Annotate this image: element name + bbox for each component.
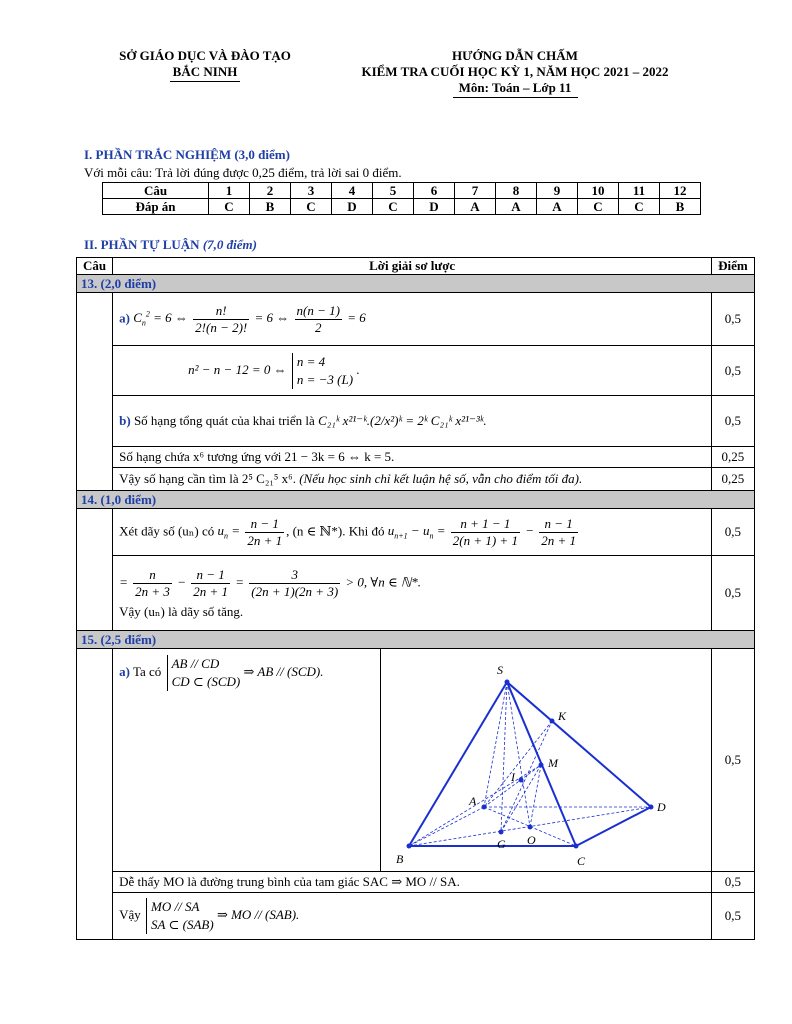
label-C: C xyxy=(577,854,586,868)
q15-a-system xyxy=(167,655,241,691)
answer-key-question-11: 11 xyxy=(619,183,660,199)
point-S xyxy=(505,680,510,685)
q15-a-sys1: AB // CD xyxy=(171,656,220,671)
q13-title-row xyxy=(77,275,755,293)
answer-key-question-2: 2 xyxy=(250,183,291,199)
q14-r2-points: 0,5 xyxy=(712,556,755,631)
answer-key-label-question: Câu xyxy=(103,183,209,199)
q15-a-text: Ta có xyxy=(132,663,162,679)
col-solution: Lời giải sơ lược xyxy=(113,258,712,275)
answer-key-table xyxy=(102,182,701,215)
q15-r2-content: Dễ thấy MO là đường trung bình của tam giác SAC ⇒ MO // SA. xyxy=(113,872,712,893)
q14-r1-text2: , (n ∈ ℕ*). Khi đó xyxy=(286,522,385,538)
q13-row-4 xyxy=(77,447,755,468)
q15-row-3 xyxy=(77,893,755,940)
answer-key-question-8: 8 xyxy=(496,183,537,199)
label-A: A xyxy=(469,794,477,808)
answer-key-question-row xyxy=(103,183,701,199)
point-M xyxy=(539,763,544,768)
answer-key-answer-3: C xyxy=(291,199,332,215)
solution-table xyxy=(76,257,755,940)
answer-key-answer-10: C xyxy=(578,199,619,215)
province-name: BẮC NINH xyxy=(172,64,238,79)
q14-row-2 xyxy=(77,556,755,631)
q14-question-cell xyxy=(77,509,113,631)
q13-r5-content xyxy=(113,468,712,491)
line-GK xyxy=(501,721,552,832)
point-A xyxy=(482,805,487,810)
q15-a-sys2: CD ⊂ (SCD) xyxy=(171,674,241,689)
q13-a2-content: n² − n − 12 = 0 ⇔ n = 4 n = −3 (L) . xyxy=(113,346,712,396)
q13-a-content xyxy=(113,293,712,346)
point-K xyxy=(550,719,555,724)
answer-key-answer-5: C xyxy=(373,199,414,215)
q15-question-cell xyxy=(77,649,113,940)
answer-key-answer-2: B xyxy=(250,199,291,215)
q15-r3-sys2: SA ⊂ (SAB) xyxy=(151,917,214,932)
q15-r2-points: 0,5 xyxy=(712,872,755,893)
header-left-underline xyxy=(170,81,240,82)
line-GM xyxy=(501,765,541,832)
answer-key-answer-8: A xyxy=(496,199,537,215)
point-B xyxy=(407,844,412,849)
part1-title: I. PHẦN TRẮC NGHIỆM (3,0 điểm) xyxy=(84,147,290,162)
q13-row-5 xyxy=(77,468,755,491)
q13-b-label: b) xyxy=(119,413,131,428)
answer-key-answer-9: A xyxy=(537,199,578,215)
q13-b-content xyxy=(113,396,712,447)
answer-key-question-12: 12 xyxy=(660,183,701,199)
answer-key-answer-12: B xyxy=(660,199,701,215)
exam-title: KIỂM TRA CUỐI HỌC KỲ 1, NĂM HỌC 2021 – 2022 xyxy=(361,64,669,79)
q13-a2-case2: n = −3 (L) xyxy=(296,371,354,387)
q13-a2-equation: n² − n − 12 = 0 ⇔ xyxy=(188,361,287,377)
header-left xyxy=(90,48,320,82)
q13-r4-points: 0,25 xyxy=(712,447,755,468)
label-B: B xyxy=(396,852,404,866)
col-question: Câu xyxy=(77,258,113,275)
q15-row-2 xyxy=(77,872,755,893)
label-M: M xyxy=(548,756,559,770)
q13-question-cell xyxy=(77,293,113,491)
label-D: D xyxy=(657,800,666,814)
point-D xyxy=(649,805,654,810)
q15-a-text-block xyxy=(119,649,381,871)
label-I: I xyxy=(511,770,516,784)
q14-title-row xyxy=(77,491,755,509)
q13-r5-text: Vậy số hạng cần tìm là 2⁵ C₂₁⁵ x⁶. xyxy=(119,471,296,486)
answer-key-question-4: 4 xyxy=(332,183,373,199)
q14-r1-content xyxy=(113,509,712,556)
q14-r2-content xyxy=(113,556,712,631)
q15-a-content xyxy=(113,649,712,872)
q13-a2-cases xyxy=(292,353,353,389)
q13-r5-points: 0,25 xyxy=(712,468,755,491)
subject-title: Môn: Toán – Lớp 11 xyxy=(458,80,572,95)
q13-r4-content: Số hạng chứa x⁶ tương ứng với 21 − 3k = 6 ⇔ k = 5. xyxy=(113,447,712,468)
edge-SB xyxy=(409,682,507,846)
q14-title: 14. (1,0 điểm) xyxy=(77,491,755,509)
answer-key-question-1: 1 xyxy=(209,183,250,199)
q14-r2-tail: > 0, ∀n ∈ ℕ*. xyxy=(345,573,422,589)
answer-key-question-9: 9 xyxy=(537,183,578,199)
answer-key-question-5: 5 xyxy=(373,183,414,199)
answer-key-question-7: 7 xyxy=(455,183,496,199)
answer-key-answer-4: D xyxy=(332,199,373,215)
q13-row-b xyxy=(77,396,755,447)
solution-header-row xyxy=(77,258,755,275)
answer-key-question-10: 10 xyxy=(578,183,619,199)
q15-r3-text: Vậy xyxy=(119,906,141,922)
point-G xyxy=(499,830,504,835)
q15-r3-sys1: MO // SA xyxy=(151,899,200,914)
answer-key-answer-11: C xyxy=(619,199,660,215)
header-right-underline xyxy=(453,97,578,98)
answer-key-answer-6: D xyxy=(414,199,455,215)
answer-key-answer-1: C xyxy=(209,199,250,215)
q13-b-text: Số hạng tổng quát của khai triển là xyxy=(133,413,315,428)
pyramid-figure xyxy=(381,649,711,871)
q14-r1-text1: Xét dãy số (uₙ) có xyxy=(119,522,215,538)
q13-a-label: a) xyxy=(119,309,130,325)
q15-r3-points: 0,5 xyxy=(712,893,755,940)
point-C xyxy=(574,844,579,849)
line-SO xyxy=(507,682,530,827)
answer-key-answer-7: A xyxy=(455,199,496,215)
edge-SD xyxy=(507,682,651,807)
q13-b-points: 0,5 xyxy=(712,396,755,447)
label-O: O xyxy=(527,833,536,847)
part2-title xyxy=(84,237,257,253)
q15-r3-result: ⇒ MO // (SAB). xyxy=(216,906,300,922)
answer-key-question-3: 3 xyxy=(291,183,332,199)
q15-r3-content xyxy=(113,893,712,940)
q13-r5-note: (Nếu học sinh chỉ kết luận hệ số, vẫn cho điểm tối đa). xyxy=(299,471,583,486)
part1-note: Với mỗi câu: Trả lời đúng được 0,25 điểm, trả lời sai 0 điểm. xyxy=(84,165,402,180)
part2-title-main: II. PHẦN TỰ LUẬN xyxy=(84,237,200,252)
q13-row-a xyxy=(77,293,755,346)
q15-a-points: 0,5 xyxy=(712,649,755,872)
q13-a2-points: 0,5 xyxy=(712,346,755,396)
q13-a2-case1: n = 4 xyxy=(296,353,326,369)
q15-title: 15. (2,5 điểm) xyxy=(77,631,755,649)
doc-title: HƯỚNG DẪN CHẤM xyxy=(452,48,578,63)
q15-row-a xyxy=(77,649,755,872)
part2-title-points: (7,0 điểm) xyxy=(202,237,257,252)
q13-title: 13. (2,0 điểm) xyxy=(77,275,755,293)
q13-b-formula: C₂₁ᵏ x²¹⁻ᵏ.(2/x²)ᵏ = 2ᵏ C₂₁ᵏ x²¹⁻³ᵏ. xyxy=(318,413,487,428)
header-right xyxy=(325,48,705,98)
q13-row-a2 xyxy=(77,346,755,396)
q14-r2-formula: = $\frac{n}{2n + 3}$ − $\frac{n - 1}{2n + 1}$ = $\frac{3}{(2n + 1)(2n + 3)}$ > 0, ∀n ∈ ℕ*. xyxy=(119,566,422,599)
q15-a-label: a) xyxy=(119,663,130,679)
q15-title-row xyxy=(77,631,755,649)
point-I xyxy=(519,778,524,783)
label-K: K xyxy=(558,709,567,723)
q15-r3-system xyxy=(146,898,214,934)
q14-r1-un: $u_n$ = $\frac{n - 1}{2n + 1}$ xyxy=(217,515,283,548)
label-S: S xyxy=(497,663,504,677)
line-SG xyxy=(501,682,507,832)
point-O xyxy=(528,825,533,830)
q14-r1-points: 0,5 xyxy=(712,509,755,556)
answer-key-answer-row xyxy=(103,199,701,215)
col-points: Điểm xyxy=(712,258,755,275)
q14-row-1 xyxy=(77,509,755,556)
answer-key-question-6: 6 xyxy=(414,183,455,199)
q14-r2-conclusion: Vậy (uₙ) là dãy số tăng. xyxy=(119,603,244,619)
answer-key-label-answer: Đáp án xyxy=(103,199,209,215)
department-name: SỞ GIÁO DỤC VÀ ĐÀO TẠO xyxy=(119,48,291,63)
q14-r1-diff: $u_{n+1} - u_n$ = $\frac{n + 1 - 1}{2(n + 1) + 1}$ − $\frac{n - 1}{2n + 1}$ xyxy=(387,515,576,548)
label-G: G xyxy=(497,837,506,851)
q13-a-points: 0,5 xyxy=(712,293,755,346)
pyramid-figure-svg xyxy=(381,649,711,871)
q15-a-result: ⇒ AB // (SCD). xyxy=(243,663,324,679)
q13-a-formula: $C_n^2 = 6$ ⇔ $\frac{n!}{2!(n - 2)!}$ = 6 ⇔ $\frac{n(n - 1)}{2}$ = 6 xyxy=(133,302,366,335)
